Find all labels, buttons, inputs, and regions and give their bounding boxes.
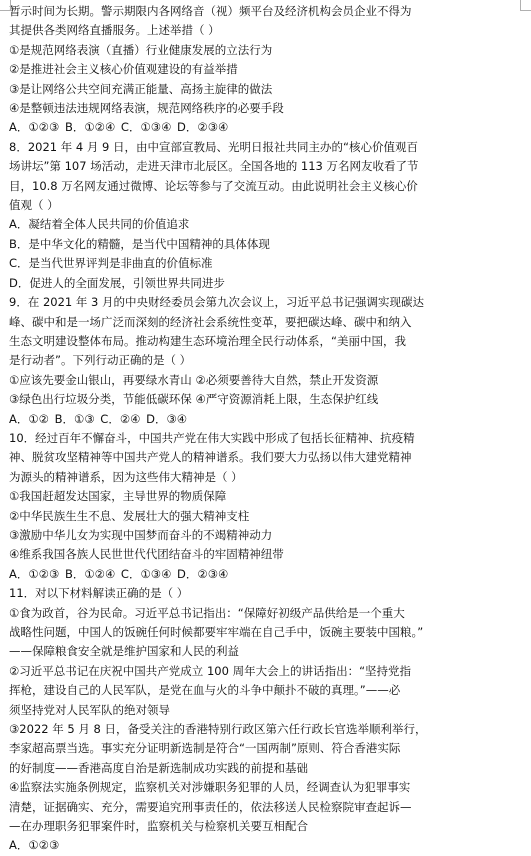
option-line: —在办理职务犯罪案件时，监察机关与检察机关要互相配合 (9, 819, 308, 834)
option-line: ①我国赶超发达国家，主导世界的物质保障 (9, 489, 227, 504)
option-line: 须坚持党对人民军队的绝对领导 (9, 702, 170, 717)
question-11-text: 11．对以下材料解读正确的是（ ） (9, 586, 189, 601)
option-line: ③是让网络公共空间充满正能量、高扬主旋律的做法 (9, 81, 273, 96)
option-line: 清楚，证据确实、充分，需要追究刑事责任的，依法移送人民检察院审查起诉— (9, 799, 412, 814)
choice-c: C．是当代世界评判是非曲直的价值标准 (9, 256, 213, 271)
option-line: 挥枪，建设自己的人民军队，是党在血与火的斗争中颠扑不破的真理。”——必 (9, 683, 401, 698)
option-line: ③2022 年 5 月 8 日，备受关注的香港特别行政区第六任行政长官选举顺利举行， (9, 722, 427, 737)
choice-b: B．是中华文化的精髓，是当代中国精神的具体体现 (9, 236, 270, 251)
option-line: ②习近平总书记在庆祝中国共产党成立 100 周年大会上的讲话指出：“坚持党指 (9, 663, 412, 678)
answer-choices: A．①②③ B．①②④ C．①③④ D．②③④ (9, 566, 229, 581)
question-9-text: 峰、碳中和是一场广泛而深刻的经济社会系统性变革，要把碳达峰、碳中和纳入 (9, 314, 412, 329)
option-line: ④是整顿违法违规网络表演，规范网络秩序的必要手段 (9, 101, 284, 116)
question-9-text: 9．在 2021 年 3 月的中央财经委员会第九次会议上，习近平总书记强调实现碳达 (9, 295, 425, 310)
question-10-text: 为源头的精神谱系，因为这些伟大精神是（ ） (9, 469, 243, 484)
question-9-text: 生态文明建设整体布局。推动构建生态环境治理全民行动体系，“美丽中国，我 (9, 333, 406, 348)
option-line: 战略性问题，中国人的饭碗任何时候都要牢牢端在自己手中，饭碗主要装中国粮。” (9, 625, 424, 639)
question-8-text: 值观（ ） (9, 198, 59, 213)
crop-mark-top-left (0, 0, 11, 11)
option-line: ④监察法实施条例规定，监察机关对涉嫌职务犯罪的人员，经调查认为犯罪事实 (9, 780, 411, 795)
text-line: 其提供各类网络直播服务。上述举措（ ） (9, 23, 220, 38)
option-line: ①应该先要金山银山，再要绿水青山 ②必须要善待大自然，禁止开发资源 (9, 372, 379, 387)
option-line: ④维系我国各族人民世世代代团结奋斗的牢固精神纽带 (9, 547, 284, 562)
option-line: ①是规范网络表演（直播）行业健康发展的立法行为 (9, 42, 273, 57)
option-line: ②是推进社会主义核心价值观建设的有益举措 (9, 62, 238, 77)
text-line: 暂示时间为长期。警示期限内各网络音（视）频平台及经济机构会员企业不得为 (9, 4, 412, 18)
option-line: ③绿色出行垃圾分类，节能低碳环保 ④严守资源消耗上限，生态保护红线 (9, 392, 379, 407)
answer-choices: A．①②③ (9, 838, 60, 853)
option-line: ③激励中华儿女为实现中国梦而奋斗的不竭精神动力 (9, 527, 273, 542)
question-10-text: 神、脱贫攻坚精神等中国共产党人的精神谱系。我们要大力弘扬以伟大建党精神 (9, 450, 412, 465)
answer-choices: A．①② B．①③ C．②④ D．③④ (9, 411, 188, 426)
crop-mark-top-right (520, 0, 531, 11)
option-line: ②中华民族生生不息、发展壮大的强大精神支柱 (9, 508, 250, 523)
answer-choices: A．①②③ B．①②④ C．①③④ D．②③④ (9, 120, 229, 135)
question-9-text: 是行动者”。下列行动正确的是（ ） (9, 353, 192, 368)
choice-d: D．促进人的全面发展，引领世界共同进步 (9, 275, 225, 290)
option-line: 李家超高票当选。事实充分证明新选制是符合“一国两制”原则、符合香港实际 (9, 741, 401, 756)
option-line: 的好制度——香港高度自治是新选制成功实践的前提和基础 (9, 760, 308, 775)
option-line: ①食为政首，谷为民命。习近平总书记指出：“保障好初级产品供给是一个重大 (9, 605, 405, 620)
question-8-text: 8．2021 年 4 月 9 日，由中宣部宣教局、光明日报社共同主办的“核心价值观百 (9, 139, 418, 154)
choice-a: A．凝结着全体人民共同的价值追求 (9, 217, 190, 232)
question-8-text: 场讲坛”第 107 场活动，走进天津市北辰区。全国各地的 113 万名网友收看了节 (9, 159, 419, 174)
question-10-text: 10．经过百年不懈奋斗，中国共产党在伟大实践中形成了包括长征精神、抗疫精 (9, 430, 415, 445)
question-8-text: 目，10.8 万名网友通过微博、论坛等参与了交流互动。由此说明社会主义核心价 (9, 178, 418, 193)
option-line: ——保障粮食安全就是维护国家和人民的利益 (9, 644, 239, 659)
